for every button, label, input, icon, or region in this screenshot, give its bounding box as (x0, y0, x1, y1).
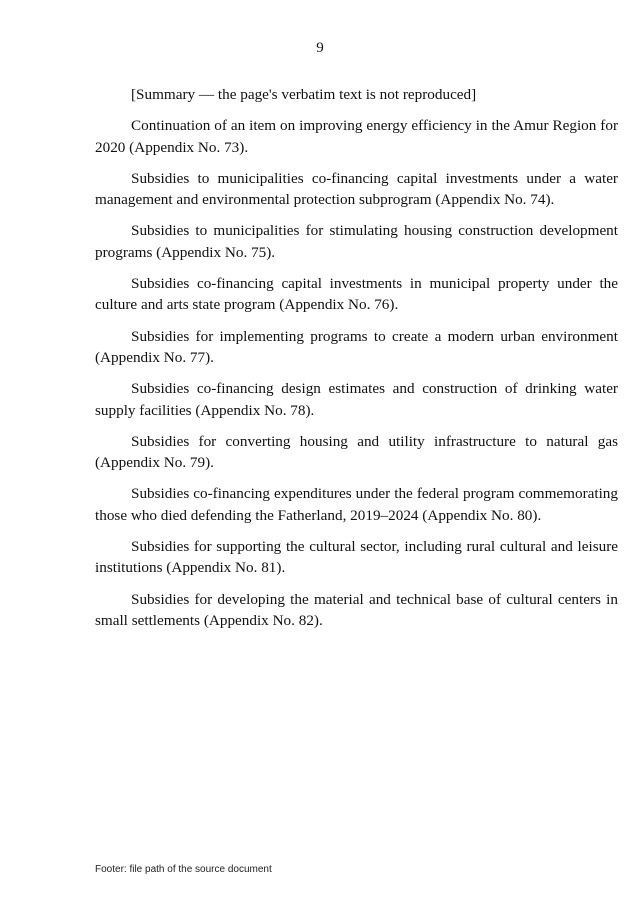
paragraph-4: Subsidies co-financing capital investments in municipal property under the culture and arts state program (Appendix No. 76). (95, 275, 618, 314)
paragraph-3: Subsidies to municipalities for stimulating housing construction development programs (Appendix No. 75). (95, 222, 618, 261)
paragraph-6: Subsidies co-financing design estimates and construction of drinking water supply facilities (Appendix No. 78). (95, 380, 618, 419)
summary-note: [Summary — the page's verbatim text is not reproduced] (131, 86, 477, 103)
paragraph-10: Subsidies for developing the material and technical base of cultural centers in small settlements (Appendix No. 82). (95, 590, 618, 629)
paragraph-2: Subsidies to municipalities co-financing capital investments under a water management and environmental protection subprogram (Appendix No. 74). (95, 169, 618, 209)
paragraph-7: Subsidies for converting housing and utility infrastructure to natural gas (Appendix No. 79). (95, 432, 618, 472)
paragraph-8: Subsidies co-financing expenditures under the federal program commemorating those who died defending the Fatherland, 2019–2024 (Appendix No. 80). (95, 485, 618, 524)
footer-file-path: Footer: file path of the source document (95, 864, 272, 875)
document-body (95, 84, 618, 641)
page-number: 9 (316, 40, 324, 56)
paragraph-5: Subsidies for implementing programs to create a modern urban environment (Appendix No. 77). (95, 327, 618, 366)
paragraph-9: Subsidies for supporting the cultural sector, including rural cultural and leisure institutions (Appendix No. 81). (95, 538, 618, 577)
paragraph-1: Continuation of an item on improving energy efficiency in the Amur Region for 2020 (Appendix No. 73). (95, 117, 618, 156)
